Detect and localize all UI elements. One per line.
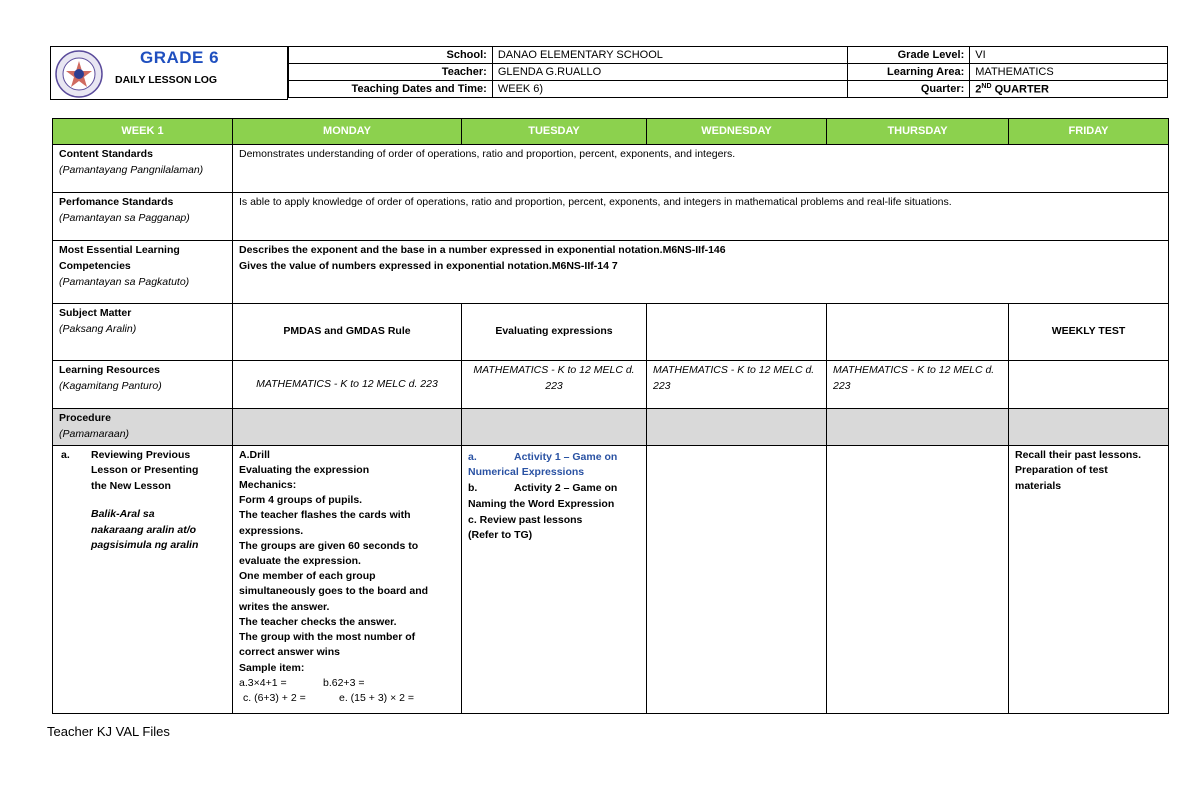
resources-monday: MATHEMATICS - K to 12 MELC d. 223 [233, 361, 462, 409]
procedure-label-fil: (Pamamaraan) [59, 427, 130, 440]
dates-value: WEEK 6) [492, 81, 848, 98]
sample-item-e: e. (15 + 3) × 2 = [339, 692, 415, 704]
activity-1-text: Activity 1 – Game on [514, 450, 618, 463]
drill-line: evaluate the expression. [239, 555, 361, 568]
friday-line: materials [1015, 480, 1062, 492]
col-wednesday: WEDNESDAY [647, 119, 827, 145]
day-header-row [53, 119, 1169, 145]
teacher-label: Teacher: [289, 64, 493, 81]
learning-resources-label: Learning Resources [59, 364, 160, 376]
drill-line: expressions. [239, 524, 304, 537]
drill-line: writes the answer. [239, 600, 330, 613]
procedure-friday [1009, 409, 1169, 446]
content-standards-value: Demonstrates understanding of order of operations, ratio and proportion, percent, exponents, and integers. [233, 145, 1169, 193]
performance-standards-label-cell [53, 193, 233, 241]
review-past-lessons: c. Review past lessons [468, 513, 583, 526]
drill-line: Form 4 groups of pupils. [239, 494, 363, 507]
competencies-row [53, 241, 1169, 304]
drill-line: simultaneously goes to the board and [239, 585, 429, 598]
procedure-label: Procedure [59, 412, 111, 424]
col-monday: MONDAY [233, 119, 462, 145]
resources-friday [1009, 361, 1169, 409]
competency-1: Describes the exponent and the base in a number expressed in exponential notation.M6NS-IIf-146 [239, 244, 726, 256]
grade-level-label: Grade Level: [848, 47, 970, 64]
reviewing-label-3: the New Lesson [91, 480, 171, 492]
subject-matter-label-cell [53, 304, 233, 361]
school-label: School: [289, 47, 493, 64]
drill-line: The groups are given 60 seconds to [239, 539, 419, 552]
drill-line: The teacher flashes the cards with [239, 509, 411, 522]
col-thursday: THURSDAY [827, 119, 1009, 145]
procedure-wednesday [647, 409, 827, 446]
competencies-label-1: Most Essential Learning [59, 244, 180, 256]
reviewing-label-block [61, 448, 226, 555]
reviewing-bullet: a. [61, 448, 70, 461]
reviewing-label-text [91, 448, 198, 555]
learning-resources-row [53, 361, 1169, 409]
reviewing-thursday [827, 445, 1009, 713]
activity-1-line-2: Numerical Expressions [468, 466, 585, 479]
subject-monday: PMDAS and GMDAS Rule [233, 304, 462, 361]
drill-line: Sample item: [239, 661, 305, 674]
resources-wednesday: MATHEMATICS - K to 12 MELC d. 223 [647, 361, 827, 409]
lesson-log-table [52, 118, 1169, 714]
sample-row-2 [239, 691, 455, 706]
learning-area-label: Learning Area: [848, 64, 970, 81]
reviewing-friday [1009, 445, 1169, 713]
friday-line: Preparation of test [1015, 464, 1108, 477]
reviewing-row [53, 445, 1169, 713]
content-standards-label: Content Standards [59, 148, 153, 160]
activity-1-line [468, 450, 640, 466]
info-table [288, 46, 1168, 98]
school-value: DANAO ELEMENTARY SCHOOL [492, 47, 848, 64]
activity-2-marker: b. [468, 482, 478, 494]
drill-line: The group with the most number of [239, 631, 416, 644]
col-week: WEEK 1 [53, 119, 233, 145]
sample-row-1 [239, 676, 455, 691]
drill-line: Evaluating the expression [239, 463, 370, 476]
quarter-word: QUARTER [991, 83, 1049, 96]
drill-line: The teacher checks the answer. [239, 615, 397, 628]
subject-matter-row [53, 304, 1169, 361]
friday-line: Recall their past lessons. [1015, 448, 1142, 461]
subject-matter-label-fil: (Paksang Aralin) [59, 322, 137, 335]
competencies-value-cell [233, 241, 1169, 304]
learning-area-value: MATHEMATICS [970, 64, 1168, 81]
quarter-value [970, 81, 1168, 98]
procedure-label-cell [53, 409, 233, 446]
document-subtitle: DAILY LESSON LOG [115, 74, 218, 86]
grade-title: GRADE 6 [140, 48, 220, 67]
drill-line: Mechanics: [239, 478, 297, 491]
competencies-label-2: Competencies [59, 259, 131, 272]
reviewing-tuesday [462, 445, 647, 713]
learning-resources-label-fil: (Kagamitang Panturo) [59, 379, 162, 392]
subject-matter-label: Subject Matter [59, 307, 132, 319]
procedure-tuesday [462, 409, 647, 446]
refer-to-tg: (Refer to TG) [468, 529, 533, 542]
resources-thursday: MATHEMATICS - K to 12 MELC d. 223 [827, 361, 1009, 409]
content-standards-row [53, 145, 1169, 193]
performance-standards-row [53, 193, 1169, 241]
reviewing-label-1: Reviewing Previous [91, 448, 191, 461]
dates-label: Teaching Dates and Time: [289, 81, 493, 98]
procedure-row [53, 409, 1169, 446]
learning-resources-label-cell [53, 361, 233, 409]
drill-line: A.Drill [239, 448, 270, 461]
competency-2: Gives the value of numbers expressed in exponential notation.M6NS-IIf-14 7 [239, 259, 618, 272]
reviewing-wednesday [647, 445, 827, 713]
resources-tuesday: MATHEMATICS - K to 12 MELC d. 223 [462, 361, 647, 409]
deped-seal-icon [54, 49, 104, 99]
footer-text: Teacher KJ VAL Files [47, 724, 170, 739]
procedure-thursday [827, 409, 1009, 446]
performance-standards-value: Is able to apply knowledge of order of operations, ratio and proportion, percent, exponents, and integers in mathematical problems and real-life situations. [233, 193, 1169, 241]
sample-item-a: a.3×4+1 = [239, 676, 287, 689]
subject-tuesday: Evaluating expressions [462, 304, 647, 361]
drill-line: correct answer wins [239, 646, 340, 659]
subject-wednesday [647, 304, 827, 361]
content-standards-label-cell [53, 145, 233, 193]
performance-standards-label: Perfomance Standards [59, 196, 174, 208]
sample-item-c: c. (6+3) + 2 = [243, 692, 306, 704]
reviewing-fil-1: Balik-Aral sa [91, 507, 155, 520]
activity-2-text: Activity 2 – Game on [514, 482, 618, 494]
reviewing-label-2: Lesson or Presenting [91, 464, 199, 477]
procedure-monday [233, 409, 462, 446]
quarter-superscript: ND [981, 82, 992, 90]
subject-friday: WEEKLY TEST [1009, 304, 1169, 361]
col-tuesday: TUESDAY [462, 119, 647, 145]
teacher-value: GLENDA G.RUALLO [492, 64, 848, 81]
activity-1-marker: a. [468, 450, 477, 463]
subject-thursday [827, 304, 1009, 361]
quarter-label: Quarter: [848, 81, 970, 98]
sample-item-b: b.62+3 = [323, 676, 365, 689]
activity-2-line [468, 481, 640, 497]
quarter-number: 2 [975, 83, 982, 96]
activity-2-line-2: Naming the Word Expression [468, 497, 615, 510]
grade-level-value: VI [970, 47, 1168, 64]
performance-standards-label-fil: (Pamantayan sa Pagganap) [59, 211, 190, 224]
reviewing-fil-3: pagsisimula ng aralin [91, 539, 199, 552]
content-standards-label-fil: (Pamantayang Pangnilalaman) [59, 163, 204, 176]
reviewing-monday [233, 445, 462, 713]
reviewing-fil-2: nakaraang aralin at/o [91, 523, 197, 536]
col-friday: FRIDAY [1009, 119, 1169, 145]
competencies-label-fil: (Pamantayan sa Pagkatuto) [59, 275, 190, 288]
competencies-label-cell [53, 241, 233, 304]
drill-line: One member of each group [239, 570, 376, 583]
reviewing-label-cell [53, 445, 233, 713]
